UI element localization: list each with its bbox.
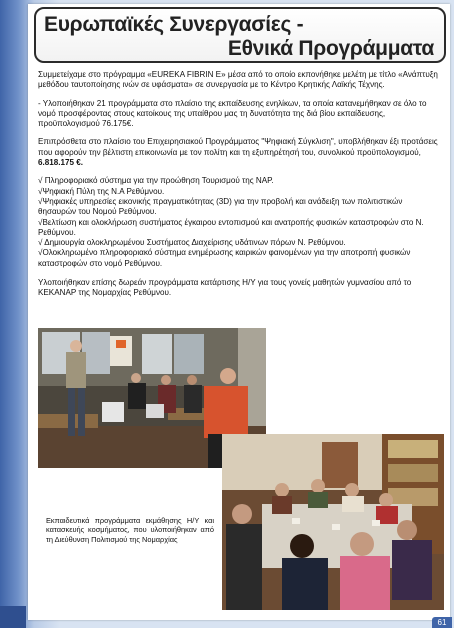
budget-amount: 6.818.175 €.	[38, 158, 84, 168]
proposal-list	[38, 176, 442, 269]
title-line-2: Εθνικά Προγράμματα	[227, 37, 434, 60]
paragraph-kekanar: Υλοποιήθηκαν επίσης δωρεάν προγράμματα κατάρτισης Η/Υ για τους γονείς μαθητών γυμνασίου από το ΚΕΚΑΝΑΡ της Νομαρχίας Ρεθύμνου.	[38, 278, 412, 298]
paragraph-digital-convergence-text: Επιπρόσθετα στο πλαίσιο του Επιχειρησιακού Προγράμματος "Ψηφιακή Σύγκλιση", υποβλήθηκαν έξι προτάσεις που αφορούν την βέλτιστη επικοινωνία με τον πολίτη και τη εξυπηρέτησή του, συνολικού προϋπολογισμού,	[38, 137, 438, 157]
list-item: √Βελτίωση και ολοκλήρωση συστήματος έγκαιρου εντοπισμού και ανατροπής φυσικών καταστροφών στο Ν. Ρεθύμνου.	[38, 217, 424, 237]
list-item: √ Δημιουργία ολοκληρωμένου Συστήματος Διαχείρισης υδάτινων πόρων Ν. Ρεθύμνου.	[38, 238, 346, 248]
photo-caption: Εκπαιδευτικά προγράμματα εκμάθησης Η/Υ και κατασκευής κοσμήματος, που υλοποιήθηκαν από τη Διεύθυνση Πολιτισμού της Νομαρχίας	[46, 516, 214, 544]
title-line-1: Ευρωπαϊκές Συνεργασίες -	[44, 13, 304, 36]
list-item: √ Πληροφοριακό σύστημα για την προώθηση Τουρισμού της ΝΑΡ.	[38, 176, 274, 186]
article-body	[38, 70, 442, 307]
list-item: √Ψηφιακές υπηρεσίες εικονικής πραγματικότητας (3D) για την προβολή και ανάδειξη των πολιτιστικών θησαυρών του Νομού Ρεθύμνου.	[38, 196, 403, 217]
title-box	[34, 7, 446, 63]
jewelry-workshop-image	[222, 434, 444, 610]
paragraph-eureka: Συμμετείχαμε στο πρόγραμμα «EUREKA FIBRIN E» μέσα από το οποίο εκπονήθηκε μελέτη με τίτλο «Ανάπτυξη μεθόδου ταυτοποίησης ινών σε υφάσματα» σε συνεργασία με το Κέντρο Κρητικής Λαϊκής Τέχνης.	[38, 70, 438, 90]
photo-jewelry-workshop	[222, 434, 444, 610]
paragraph-digital-convergence	[38, 137, 442, 168]
page-number: 61	[432, 617, 452, 628]
paragraph-adult-education: - Υλοποιήθηκαν 21 προγράμματα στο πλαίσιο της εκπαίδευσης ενηλίκων, τα οποία κατανεμήθηκαν σε όλο το νομό προσφέροντας στους κατοίκους της υπαίθρου μας τη δυνατότητα της διά βίου εκπαίδευσης, προϋπολογισμού 76.175€.	[38, 98, 427, 129]
list-item: √Ψηφιακή Πύλη της Ν.Α Ρεθύμνου.	[38, 186, 165, 196]
list-item: √Ολοκληρωμένο πληροφοριακό σύστημα ενημέρωσης καιρικών φαινομένων για την αποτροπή φυσικών καταστροφών στο νομό Ρεθύμνου.	[38, 248, 411, 268]
page-corner-decoration	[0, 606, 26, 628]
